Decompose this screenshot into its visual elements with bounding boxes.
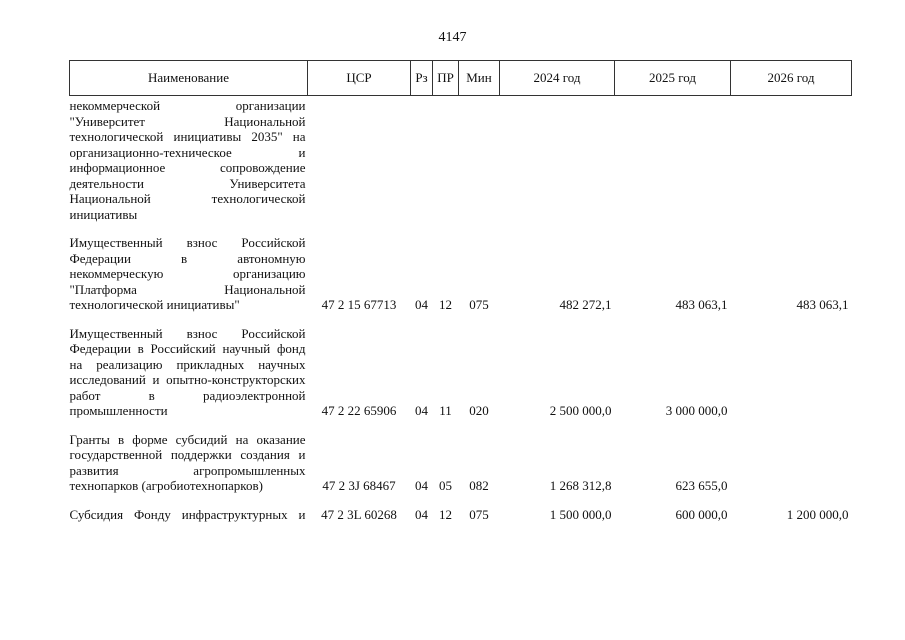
- row-2024: 2 500 000,0: [549, 403, 612, 418]
- row-2026: [731, 96, 852, 236]
- header-rz: Рз: [411, 61, 433, 96]
- row-2024: 1 500 000,0: [549, 506, 612, 522]
- table-row: [70, 432, 852, 507]
- row-min: [459, 96, 500, 236]
- row-rz: 04: [415, 478, 428, 493]
- row-2025: 623 655,0: [675, 478, 728, 493]
- row-pr: 05: [439, 478, 452, 493]
- row-name: Имущественный взнос Российской Федерации в Российский научный фонд на реализацию прикладных научных исследований и опытно-конструкторских работ в радиоэлектронной промышленности: [69, 325, 306, 418]
- row-2026: 483 063,1: [796, 297, 849, 312]
- table-row: [70, 96, 852, 236]
- row-csr: 47 2 3J 68467: [322, 478, 396, 493]
- row-2025: [615, 96, 731, 236]
- row-min: 020: [469, 403, 489, 418]
- row-pr: [433, 96, 459, 236]
- table-row: [70, 507, 852, 523]
- header-name: Наименование: [70, 61, 308, 96]
- row-pr: 12: [439, 297, 452, 312]
- row-min: 082: [469, 478, 489, 493]
- row-min: 075: [469, 506, 489, 522]
- header-min: Мин: [459, 61, 500, 96]
- row-2024: 482 272,1: [559, 297, 612, 312]
- page-number: 4147: [438, 30, 467, 45]
- row-2025: 483 063,1: [675, 297, 728, 312]
- header-csr: ЦСР: [308, 61, 411, 96]
- row-rz: 04: [415, 297, 428, 312]
- row-name: Гранты в форме субсидий на оказание государственной поддержки создания и развития агропромышленных технопарков (агробиотехнопарков): [69, 431, 306, 493]
- table-row: [70, 235, 852, 326]
- header-2025: 2025 год: [615, 61, 731, 96]
- row-pr: 11: [439, 403, 452, 418]
- row-2024: [500, 96, 615, 236]
- row-csr: 47 2 15 67713: [321, 297, 397, 312]
- budget-table: [69, 60, 852, 522]
- row-rz: [411, 96, 433, 236]
- row-name: Субсидия Фонду инфраструктурных и: [69, 506, 306, 522]
- row-2024: 1 268 312,8: [549, 478, 612, 493]
- table-header-row: [70, 61, 852, 96]
- row-min: 075: [469, 297, 489, 312]
- row-rz: 04: [415, 403, 428, 418]
- row-name: Имущественный взнос Российской Федерации в автономную некоммерческую организацию "Платформа Национальной технологической инициативы": [69, 235, 306, 312]
- row-2026: [731, 326, 852, 432]
- header-pr: ПР: [433, 61, 459, 96]
- row-csr: 47 2 22 65906: [321, 403, 397, 418]
- row-pr: 12: [439, 506, 452, 522]
- row-2025: 3 000 000,0: [665, 403, 728, 418]
- row-2026: 1 200 000,0: [786, 506, 849, 522]
- table-row: [70, 326, 852, 432]
- row-csr: [308, 96, 411, 236]
- row-csr: 47 2 3L 60268: [321, 506, 397, 522]
- row-rz: 04: [415, 506, 428, 522]
- row-name: некоммерческой организации "Университет Национальной технологической инициативы 2035" на организационно-техническое и информационное сопровождение деятельности Университета Национальной технологической инициативы: [69, 98, 306, 222]
- header-2024: 2024 год: [500, 61, 615, 96]
- row-2026: [731, 432, 852, 507]
- header-2026: 2026 год: [731, 61, 852, 96]
- row-2025: 600 000,0: [675, 506, 728, 522]
